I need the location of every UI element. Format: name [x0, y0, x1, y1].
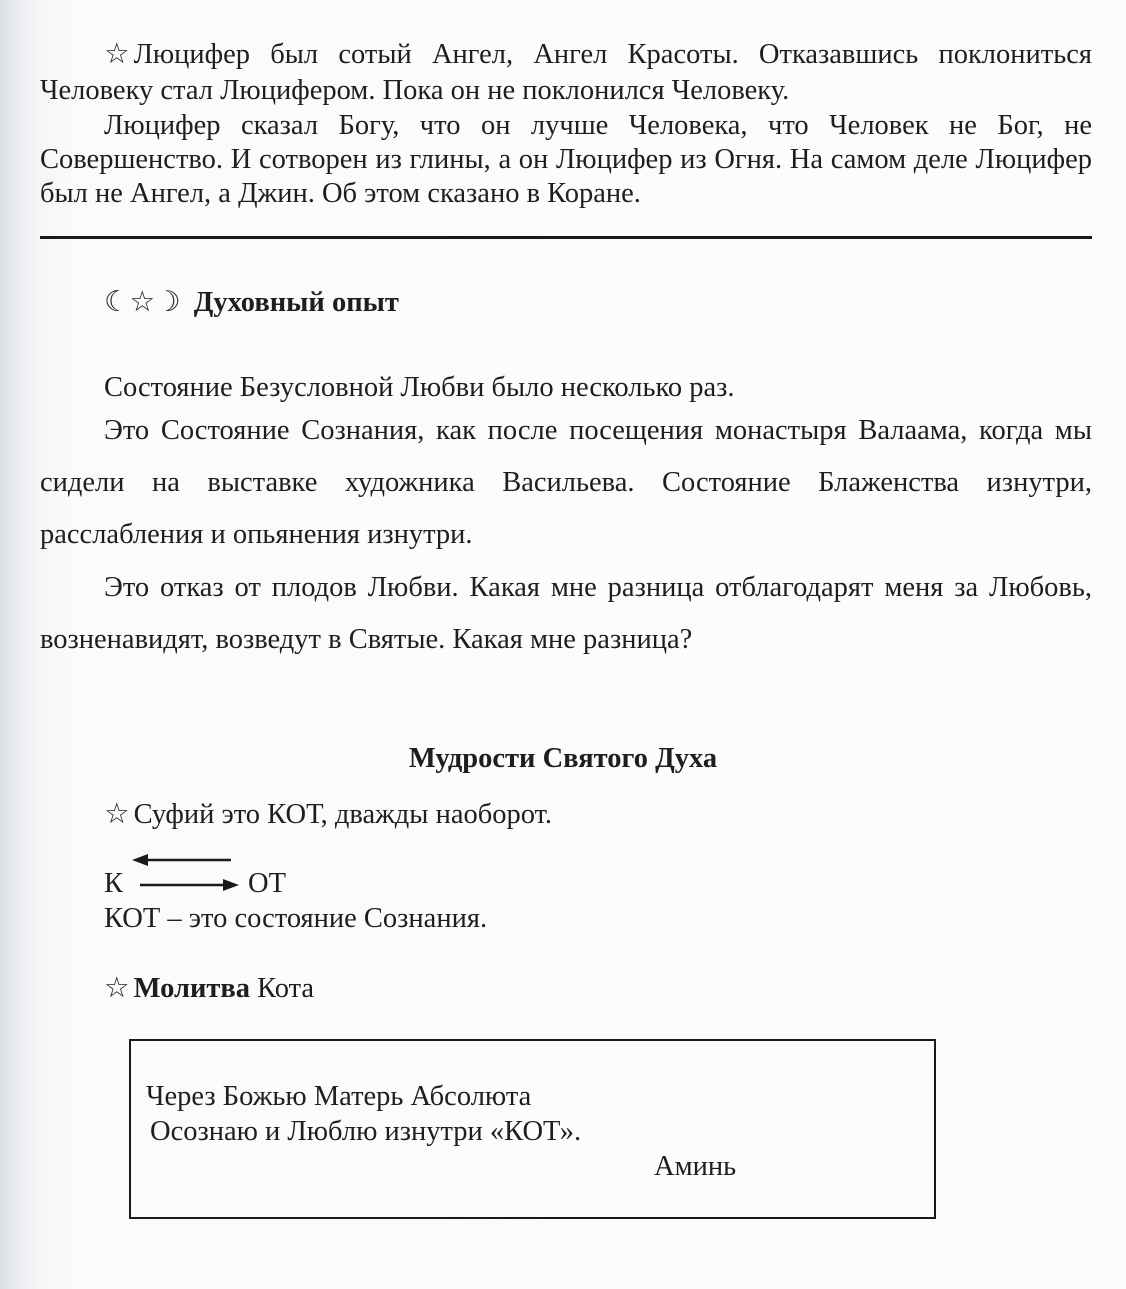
left-arrow-icon: [132, 854, 231, 866]
wisdom-title: Мудрости Святого Духа: [408, 743, 718, 774]
kot-diagram-left-letter: К: [104, 868, 124, 899]
lucifer-paragraph-1-line-2: [40, 74, 1092, 108]
sufi-text: Суфий это КОТ, дважды наоборот.: [133, 799, 553, 830]
spiritual-experience-title: Духовный опыт: [193, 287, 399, 318]
prayer-line-2: Осознаю и Люблю изнутри «КОТ».: [150, 1116, 582, 1147]
prayer-line-1: Через Божью Матерь Абсолюта: [146, 1081, 532, 1112]
prayer-amen: Аминь: [654, 1151, 737, 1182]
kot-diagram-right-letters: ОТ: [248, 868, 286, 899]
spiritual-experience-heading: [104, 285, 399, 319]
sufi-line: [104, 798, 552, 832]
kot-state-line: КОТ – это состояние Сознания.: [104, 903, 488, 934]
prayer-label-bold: Молитва: [133, 973, 251, 1004]
star-icon: ☆: [104, 799, 130, 830]
lucifer-paragraph-1-text-a: Люцифер был сотый Ангел, Ангел Красоты. Отказавшись поклониться: [133, 39, 1092, 70]
lucifer-paragraph-2: Люцифер сказал Богу, что он лучше Человека, что Человек не Бог, не Совершенство. И сотворен из глины, а он Люцифер из Огня. На самом деле Люцифер был не Ангел, а Джин. Об этом сказано в Коране.: [40, 110, 1092, 209]
lucifer-paragraph-1-line-1: [104, 38, 1092, 72]
prayer-label: [104, 972, 314, 1006]
experience-paragraph-3: Это отказ от плодов Любви. Какая мне разница отблагодарят меня за Любовь, возненавидят, возведут в Святые. Какая мне разница?: [40, 572, 1092, 655]
star-icon: ☆: [104, 973, 130, 1004]
crescent-star-icon: ☾☆☽: [104, 287, 181, 318]
star-icon: ☆: [104, 39, 130, 70]
experience-paragraph-2: Это Состояние Сознания, как после посещения монастыря Валаама, когда мы сидели на выставке художника Васильева. Состояние Блаженства изнутри, расслабления и опьянения изнутри.: [40, 415, 1092, 550]
section-divider: [40, 236, 1092, 239]
right-arrow-icon: [140, 879, 239, 891]
lucifer-paragraph-1-text-b: Человеку стал Люцифером. Пока он не поклонился Человеку.: [40, 75, 790, 106]
experience-paragraph-1: Состояние Безусловной Любви было несколько раз.: [104, 372, 735, 403]
prayer-label-rest: Кота: [257, 973, 315, 1004]
